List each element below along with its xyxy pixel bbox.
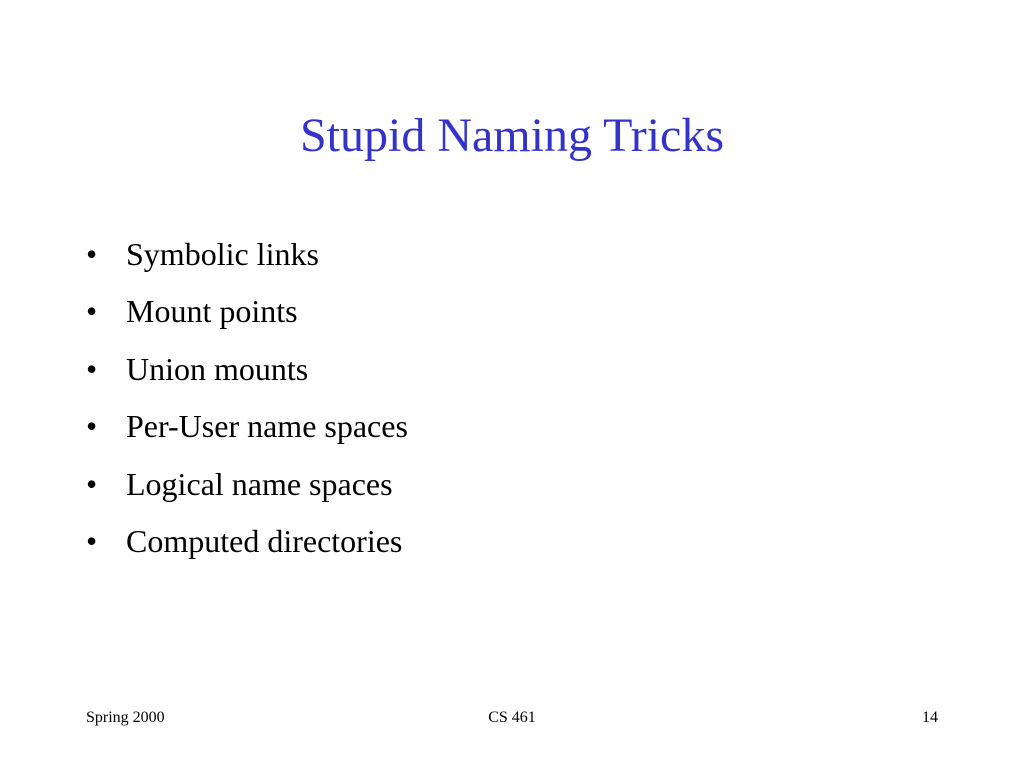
bullet-icon: •: [86, 465, 98, 502]
bullet-item: [86, 226, 408, 283]
footer-page-number: 14: [922, 709, 938, 726]
bullet-list: [86, 226, 408, 570]
slide-title: Stupid Naming Tricks: [299, 109, 725, 162]
bullet-icon: •: [86, 408, 98, 445]
bullet-item: [86, 456, 408, 513]
bullet-item: [86, 341, 408, 398]
bullet-text: Per-User name spaces: [126, 408, 408, 445]
footer-date: Spring 2000: [86, 709, 165, 726]
bullet-item: [86, 513, 408, 570]
bullet-text: Logical name spaces: [126, 465, 393, 502]
bullet-item: [86, 398, 408, 455]
bullet-icon: •: [86, 523, 98, 560]
bullet-text: Symbolic links: [126, 236, 319, 272]
bullet-text: Computed directories: [126, 523, 403, 560]
bullet-icon: •: [86, 293, 98, 330]
bullet-icon: •: [86, 350, 98, 387]
bullet-item: [86, 283, 408, 340]
bullet-text: Union mounts: [126, 350, 309, 387]
bullet-text: Mount points: [126, 293, 298, 330]
footer-course: CS 461: [488, 709, 536, 726]
bullet-icon: •: [86, 236, 98, 272]
